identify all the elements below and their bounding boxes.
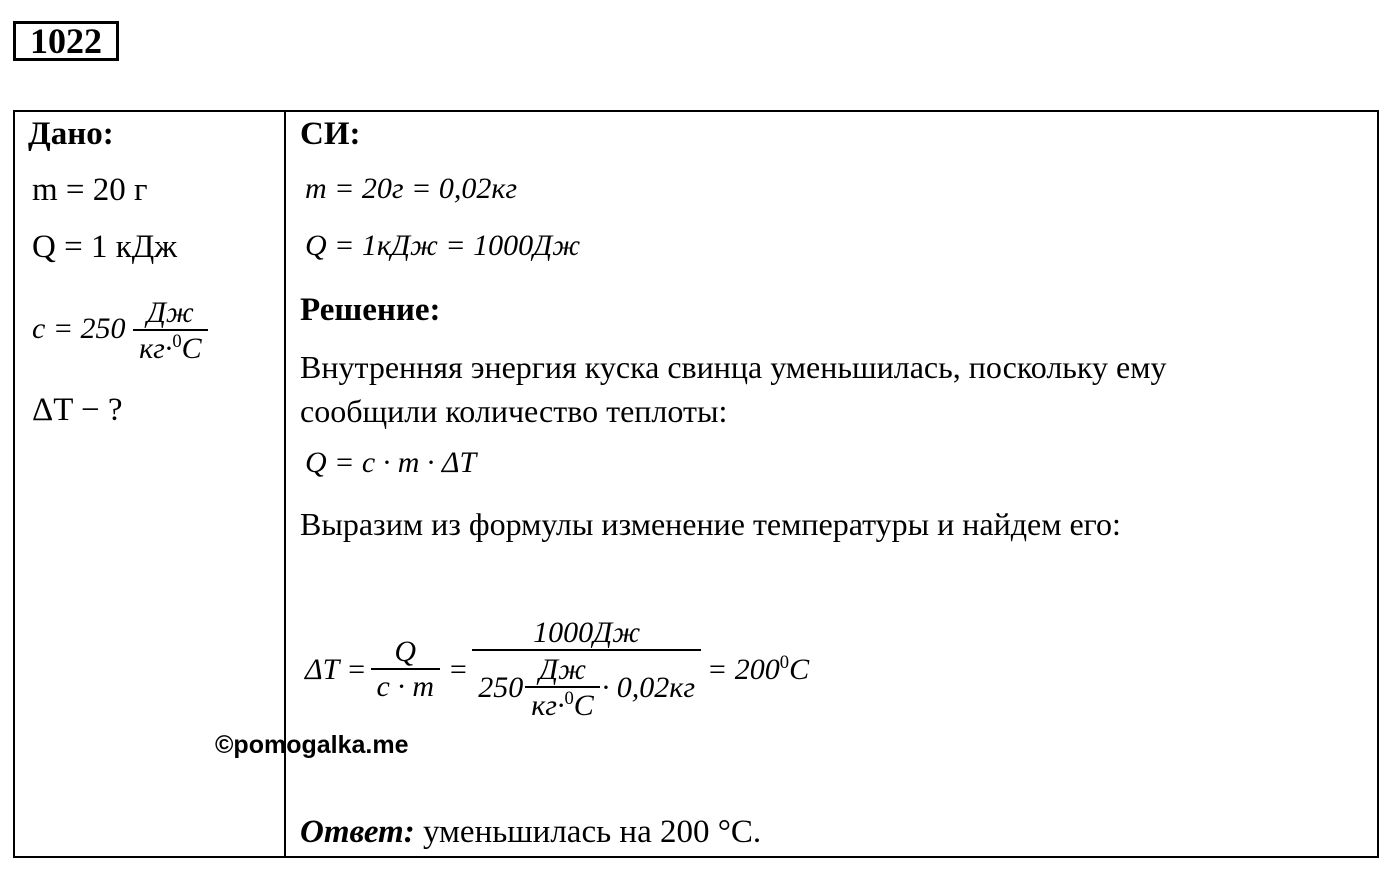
calc-f1-den: c · m — [371, 668, 440, 705]
given-heat: Q = 1 кДж — [32, 229, 178, 265]
answer-text: уменьшилась на 200 °С. — [414, 814, 762, 850]
given-specific-heat — [32, 296, 208, 367]
given-c-prefix: c = 250 — [32, 312, 126, 346]
calc-result-sup: 0 — [779, 652, 790, 674]
si-mass-conversion: m = 20г = 0,02кг — [305, 172, 518, 205]
calc-f2-den-unit-den-end: C — [573, 689, 594, 722]
calc-f2-den-unit — [525, 653, 600, 724]
given-c-unit-den-end: C — [181, 332, 202, 365]
solution-heading: Решение: — [300, 292, 441, 328]
given-heading: Дано: — [28, 116, 114, 152]
given-c-unit-den-sup: 0 — [172, 331, 182, 352]
solution-text-line2: сообщили количество теплоты: — [300, 393, 728, 429]
calc-f2-den-post: · 0,02кг — [601, 671, 696, 704]
calc-f2-den-unit-num: Дж — [539, 653, 587, 686]
calc-f2-den — [472, 649, 701, 724]
solution-text-line1: Внутренняя энергия куска свинца уменьшилась, поскольку ему — [300, 349, 1167, 385]
calc-eq: = — [447, 652, 469, 686]
calc-result — [707, 652, 809, 687]
calc-fraction-1 — [371, 635, 440, 705]
calc-f2-den-pre: 250 — [478, 671, 524, 704]
given-c-unit-den — [133, 329, 208, 367]
calc-f2-den-unit-den — [525, 686, 600, 724]
given-c-unit-fraction — [133, 296, 208, 367]
given-c-unit-den-base: кг· — [139, 332, 173, 365]
answer-label: Ответ: — [300, 814, 415, 850]
answer — [300, 814, 761, 851]
calc-lhs: ΔT = — [305, 652, 367, 686]
calc-f2-den-unit-den-sup: 0 — [564, 688, 574, 709]
given-unknown: ΔT − ? — [32, 392, 123, 428]
calc-f2-num: 1000Дж — [533, 616, 641, 649]
calc-result-pre: = 200 — [707, 653, 780, 687]
calc-result-end: C — [789, 653, 810, 687]
given-c-unit-num: Дж — [146, 296, 194, 329]
express-text: Выразим из формулы изменение температуры и найдем его: — [300, 506, 1121, 542]
si-heading: СИ: — [300, 116, 361, 152]
problem-number: 1022 — [13, 21, 119, 61]
si-heat-conversion: Q = 1кДж = 1000Дж — [305, 229, 581, 262]
calc-f1-num: Q — [394, 635, 417, 668]
heat-formula: Q = c · m · ΔT — [305, 446, 477, 479]
calc-f2-den-unit-den-base: кг· — [531, 689, 565, 722]
delta-t-calculation — [305, 616, 809, 724]
calc-fraction-2 — [472, 616, 701, 724]
given-mass: m = 20 г — [32, 172, 148, 208]
watermark: ©pomogalka.me — [215, 731, 409, 759]
